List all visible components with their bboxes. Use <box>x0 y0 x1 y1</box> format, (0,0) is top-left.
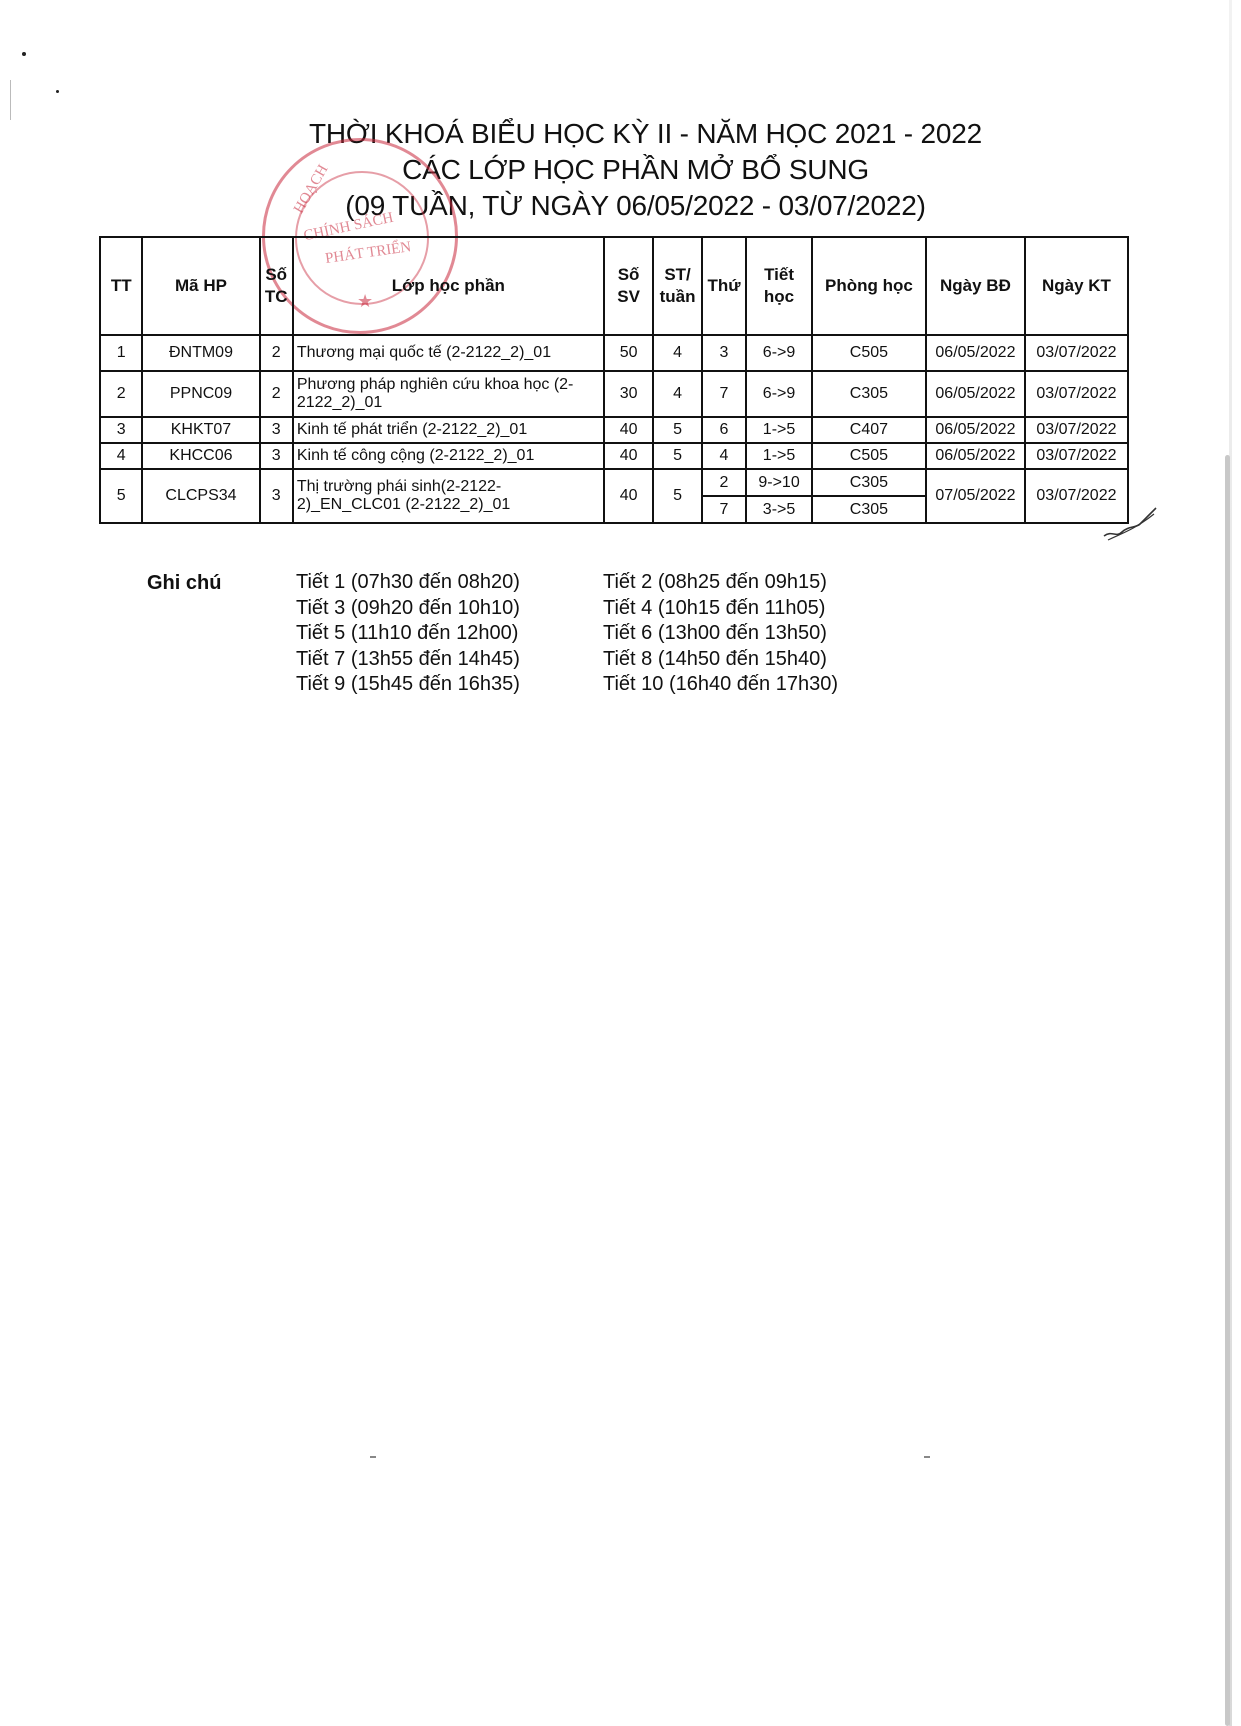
cell-thu: 6 <box>702 417 746 443</box>
cell-ma-hp: PPNC09 <box>142 371 259 417</box>
scan-mark <box>924 1456 930 1458</box>
cell-st-tuan: 4 <box>653 371 701 417</box>
period-note: Tiết 7 (13h55 đến 14h45) <box>296 647 520 670</box>
cell-so-tc: 3 <box>260 469 293 523</box>
cell-tt: 3 <box>100 417 142 443</box>
cell-st-tuan: 5 <box>653 469 701 523</box>
header-st-tuan: ST/ tuần <box>653 237 701 335</box>
table-row <box>100 371 1128 417</box>
cell-lop-hoc-phan: Phương pháp nghiên cứu khoa học (2-2122_2)_01 <box>293 371 604 417</box>
title-line-3: (09 TUẦN, TỪ NGÀY 06/05/2022 - 03/07/2022) <box>345 190 926 221</box>
seal-text: HOẠCH <box>290 162 332 217</box>
cell-thu: 7 <box>702 496 746 523</box>
cell-so-tc: 2 <box>260 335 293 371</box>
table-row <box>100 443 1128 469</box>
header-thu: Thứ <box>702 237 746 335</box>
cell-st-tuan: 5 <box>653 417 701 443</box>
period-note: Tiết 8 (14h50 đến 15h40) <box>603 647 827 670</box>
period-note: Tiết 6 (13h00 đến 13h50) <box>603 622 827 644</box>
cell-lop-hoc-phan: Kinh tế công cộng (2-2122_2)_01 <box>293 443 604 469</box>
cell-ngay-kt: 03/07/2022 <box>1025 443 1128 469</box>
title-line-2: CÁC LỚP HỌC PHẦN MỞ BỔ SUNG <box>402 154 869 185</box>
cell-phong-hoc: C305 <box>812 371 926 417</box>
scan-mark <box>370 1456 376 1458</box>
notes-column-right <box>603 570 838 698</box>
document-title <box>0 116 1241 224</box>
cell-ngay-kt: 03/07/2022 <box>1025 335 1128 371</box>
cell-lop-hoc-phan: Thị trường phái sinh(2-2122-2)_EN_CLC01 (2-2122_2)_01 <box>293 469 604 523</box>
cell-tiet-hoc: 6->9 <box>746 371 812 417</box>
cell-lop-hoc-phan: Kinh tế phát triển (2-2122_2)_01 <box>293 417 604 443</box>
notes-label: Ghi chú <box>147 572 222 594</box>
scan-line <box>10 80 11 120</box>
cell-tt: 5 <box>100 469 142 523</box>
cell-tt: 4 <box>100 443 142 469</box>
signature-mark <box>1100 500 1160 550</box>
header-ngay-kt: Ngày KT <box>1025 237 1128 335</box>
cell-so-tc: 3 <box>260 417 293 443</box>
cell-ngay-bd: 07/05/2022 <box>926 469 1025 523</box>
header-tt: TT <box>100 237 142 335</box>
period-note: Tiết 3 (09h20 đến 10h10) <box>296 596 520 619</box>
scrollbar[interactable] <box>1225 455 1230 1726</box>
cell-ngay-bd: 06/05/2022 <box>926 443 1025 469</box>
cell-tiet-hoc: 1->5 <box>746 443 812 469</box>
table-header-row <box>100 237 1128 335</box>
scan-speck <box>56 90 59 93</box>
header-so-sv: Số SV <box>604 237 653 335</box>
cell-lop-hoc-phan: Thương mại quốc tế (2-2122_2)_01 <box>293 335 604 371</box>
cell-phong-hoc: C505 <box>812 335 926 371</box>
cell-thu: 3 <box>702 335 746 371</box>
period-note: Tiết 1 (07h30 đến 08h20) <box>296 571 520 593</box>
cell-ma-hp: KHKT07 <box>142 417 259 443</box>
cell-ngay-bd: 06/05/2022 <box>926 335 1025 371</box>
cell-tt: 2 <box>100 371 142 417</box>
notes-column-left <box>296 570 520 698</box>
cell-tt: 1 <box>100 335 142 371</box>
cell-st-tuan: 4 <box>653 335 701 371</box>
period-note: Tiết 10 (16h40 đến 17h30) <box>603 673 838 695</box>
cell-ngay-kt: 03/07/2022 <box>1025 371 1128 417</box>
cell-tiet-hoc: 6->9 <box>746 335 812 371</box>
header-lop-hoc-phan: Lớp học phần <box>293 237 604 335</box>
seal-text: CHÍNH SÁCH <box>302 209 395 245</box>
cell-phong-hoc: C407 <box>812 417 926 443</box>
cell-st-tuan: 5 <box>653 443 701 469</box>
cell-ma-hp: CLCPS34 <box>142 469 259 523</box>
cell-ngay-bd: 06/05/2022 <box>926 417 1025 443</box>
table-row <box>100 417 1128 443</box>
cell-phong-hoc: C305 <box>812 469 926 496</box>
cell-so-tc: 3 <box>260 443 293 469</box>
cell-ngay-kt: 03/07/2022 <box>1025 469 1128 523</box>
cell-tiet-hoc: 9->10 <box>746 469 812 496</box>
table-row <box>100 335 1128 371</box>
header-ngay-bd: Ngày BĐ <box>926 237 1025 335</box>
cell-ma-hp: ĐNTM09 <box>142 335 259 371</box>
cell-so-sv: 50 <box>604 335 653 371</box>
cell-ngay-kt: 03/07/2022 <box>1025 417 1128 443</box>
header-tiet-hoc: Tiết học <box>746 237 812 335</box>
scan-speck <box>22 52 26 56</box>
schedule-table <box>99 236 1129 524</box>
cell-thu: 4 <box>702 443 746 469</box>
cell-so-sv: 40 <box>604 417 653 443</box>
period-note: Tiết 4 (10h15 đến 11h05) <box>603 596 826 619</box>
cell-so-sv: 30 <box>604 371 653 417</box>
cell-tiet-hoc: 3->5 <box>746 496 812 523</box>
cell-tiet-hoc: 1->5 <box>746 417 812 443</box>
seal-star-icon: ★ <box>357 291 374 311</box>
cell-thu: 2 <box>702 469 746 496</box>
table-row <box>100 469 1128 496</box>
period-note: Tiết 5 (11h10 đến 12h00) <box>296 622 519 644</box>
period-note: Tiết 2 (08h25 đến 09h15) <box>603 571 827 593</box>
cell-so-sv: 40 <box>604 443 653 469</box>
cell-so-sv: 40 <box>604 469 653 523</box>
title-line-1: THỜI KHOÁ BIỂU HỌC KỲ II - NĂM HỌC 2021 - 2022 <box>309 118 982 149</box>
cell-phong-hoc: C305 <box>812 496 926 523</box>
seal-text: PHÁT TRIỂN <box>324 239 413 267</box>
cell-phong-hoc: C505 <box>812 443 926 469</box>
period-note: Tiết 9 (15h45 đến 16h35) <box>296 673 520 695</box>
header-so-tc: Số TC <box>260 237 293 335</box>
header-phong-hoc: Phòng học <box>812 237 926 335</box>
cell-ma-hp: KHCC06 <box>142 443 259 469</box>
cell-so-tc: 2 <box>260 371 293 417</box>
cell-ngay-bd: 06/05/2022 <box>926 371 1025 417</box>
header-ma-hp: Mã HP <box>142 237 259 335</box>
cell-thu: 7 <box>702 371 746 417</box>
